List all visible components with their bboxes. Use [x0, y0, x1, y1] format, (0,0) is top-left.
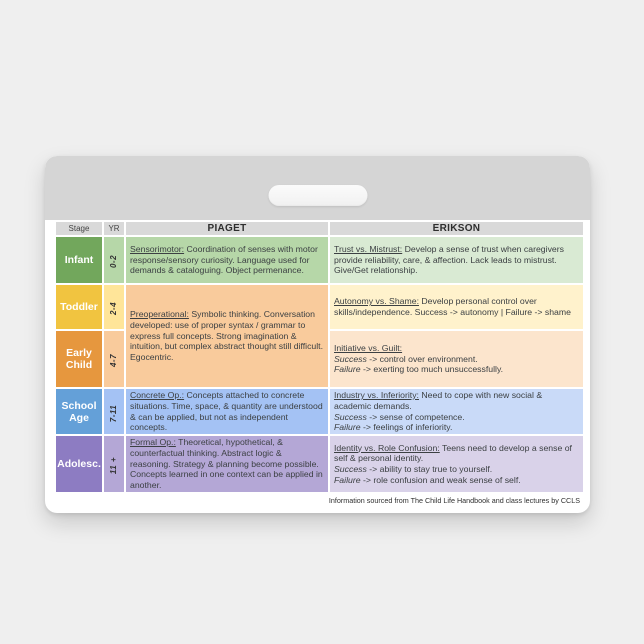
cell-italic-term: Failure	[334, 364, 361, 375]
erikson-cell	[329, 435, 584, 493]
header-piaget: PIAGET	[125, 221, 329, 236]
cell-text: -> sense of competence.	[366, 411, 465, 422]
cell-italic-term: Failure	[334, 422, 361, 433]
piaget-cell	[125, 435, 329, 493]
cell-heading: Formal Op.:	[130, 437, 176, 448]
cell-text: Teens need to develop a sense of self & personal identity.	[334, 442, 572, 464]
stage-cell: Infant	[55, 236, 103, 284]
badge-card	[45, 156, 590, 513]
year-range-label: 0-2	[109, 254, 119, 269]
header-yr: YR	[103, 221, 125, 236]
year-range-label: 2-4	[109, 301, 119, 316]
year-range-label: 11 +	[109, 456, 119, 475]
badge-slot-cutout	[268, 185, 367, 206]
cell-text: Coordination of senses with motor response/sensory curiosity. Language used for demands & cataloguing. Object permenance.	[130, 243, 318, 276]
cell-heading: Sensorimotor:	[130, 243, 185, 254]
cell-heading: Autonomy vs. Shame:	[334, 296, 419, 307]
header-stage: Stage	[55, 221, 103, 236]
cell-text: Develop a sense of trust when caregivers provide reliability, care, & affection. Lack leads to mistrust. Give/Get relationship.	[334, 243, 564, 276]
cell-text: -> role confusion and weak sense of self.	[360, 474, 521, 485]
stage-cell: Early Child	[55, 330, 103, 388]
piaget-cell	[125, 284, 329, 388]
year-range-label: 7-11	[109, 404, 119, 422]
cell-text: Concepts attached to concrete situations. Time, space, & quantity are understood & can be applied, but not as independent concepts.	[130, 390, 323, 433]
year-range-cell	[103, 388, 125, 435]
stage-cell: Toddler	[55, 284, 103, 330]
cell-text: Develop personal control over skills/independence. Success -> autonomy | Failure -> shame	[334, 296, 571, 317]
badge-top-band	[45, 156, 590, 220]
erikson-cell	[329, 388, 584, 435]
cell-heading: Initiative vs. Guilt:	[334, 342, 403, 353]
table-body	[55, 236, 584, 493]
erikson-cell	[329, 284, 584, 330]
table-row	[55, 435, 584, 493]
year-range-cell	[103, 284, 125, 330]
cell-italic-term: Failure	[334, 474, 361, 485]
stages-table	[54, 220, 585, 494]
table-row	[55, 284, 584, 330]
source-attribution: Information sourced from The Child Life Handbook and class lectures by CCLS	[328, 496, 580, 506]
cell-heading: Industry vs. Inferiority:	[334, 390, 419, 400]
year-range-cell	[103, 330, 125, 388]
cell-text: -> control over environment.	[366, 353, 478, 364]
cell-italic-term: Success	[334, 464, 367, 475]
cell-text: Symbolic thinking. Conversation developed: use of proper syntax / grammar to express full concepts. Strong imagination & intuition, but complex abstract thought still difficult. Egocentric.	[130, 309, 323, 363]
stages-table-wrap	[45, 220, 590, 494]
piaget-cell	[125, 236, 329, 284]
stage-cell: School Age	[55, 388, 103, 435]
cell-heading: Trust vs. Mistrust:	[334, 243, 403, 254]
year-range-cell	[103, 435, 125, 493]
cell-heading: Identity vs. Role Confusion:	[334, 442, 440, 453]
cell-text: -> feelings of inferiority.	[360, 422, 453, 433]
cell-text: Theoretical, hypothetical, & counterfactual thinking. Abstract logic & reasoning. Strategy & planning become possible. Concepts learned in one context can be applied in another.	[130, 437, 323, 491]
stage-cell: Adolesc.	[55, 435, 103, 493]
cell-italic-term: Success	[334, 411, 367, 422]
header-erikson: ERIKSON	[329, 221, 584, 236]
cell-text: Need to cope with new social & academic demands.	[334, 390, 543, 411]
cell-heading: Preoperational:	[130, 309, 189, 320]
cell-italic-term: Success	[334, 353, 367, 364]
cell-heading: Concrete Op.:	[130, 390, 185, 400]
table-header-row	[55, 221, 584, 236]
erikson-cell	[329, 236, 584, 284]
year-range-label: 4-7	[109, 353, 119, 368]
piaget-cell	[125, 388, 329, 435]
table-row	[55, 388, 584, 435]
cell-text: -> ability to stay true to yourself.	[366, 464, 493, 475]
year-range-cell	[103, 236, 125, 284]
erikson-cell	[329, 330, 584, 388]
cell-text: -> exerting too much unsuccessfully.	[360, 364, 504, 375]
table-row	[55, 236, 584, 284]
